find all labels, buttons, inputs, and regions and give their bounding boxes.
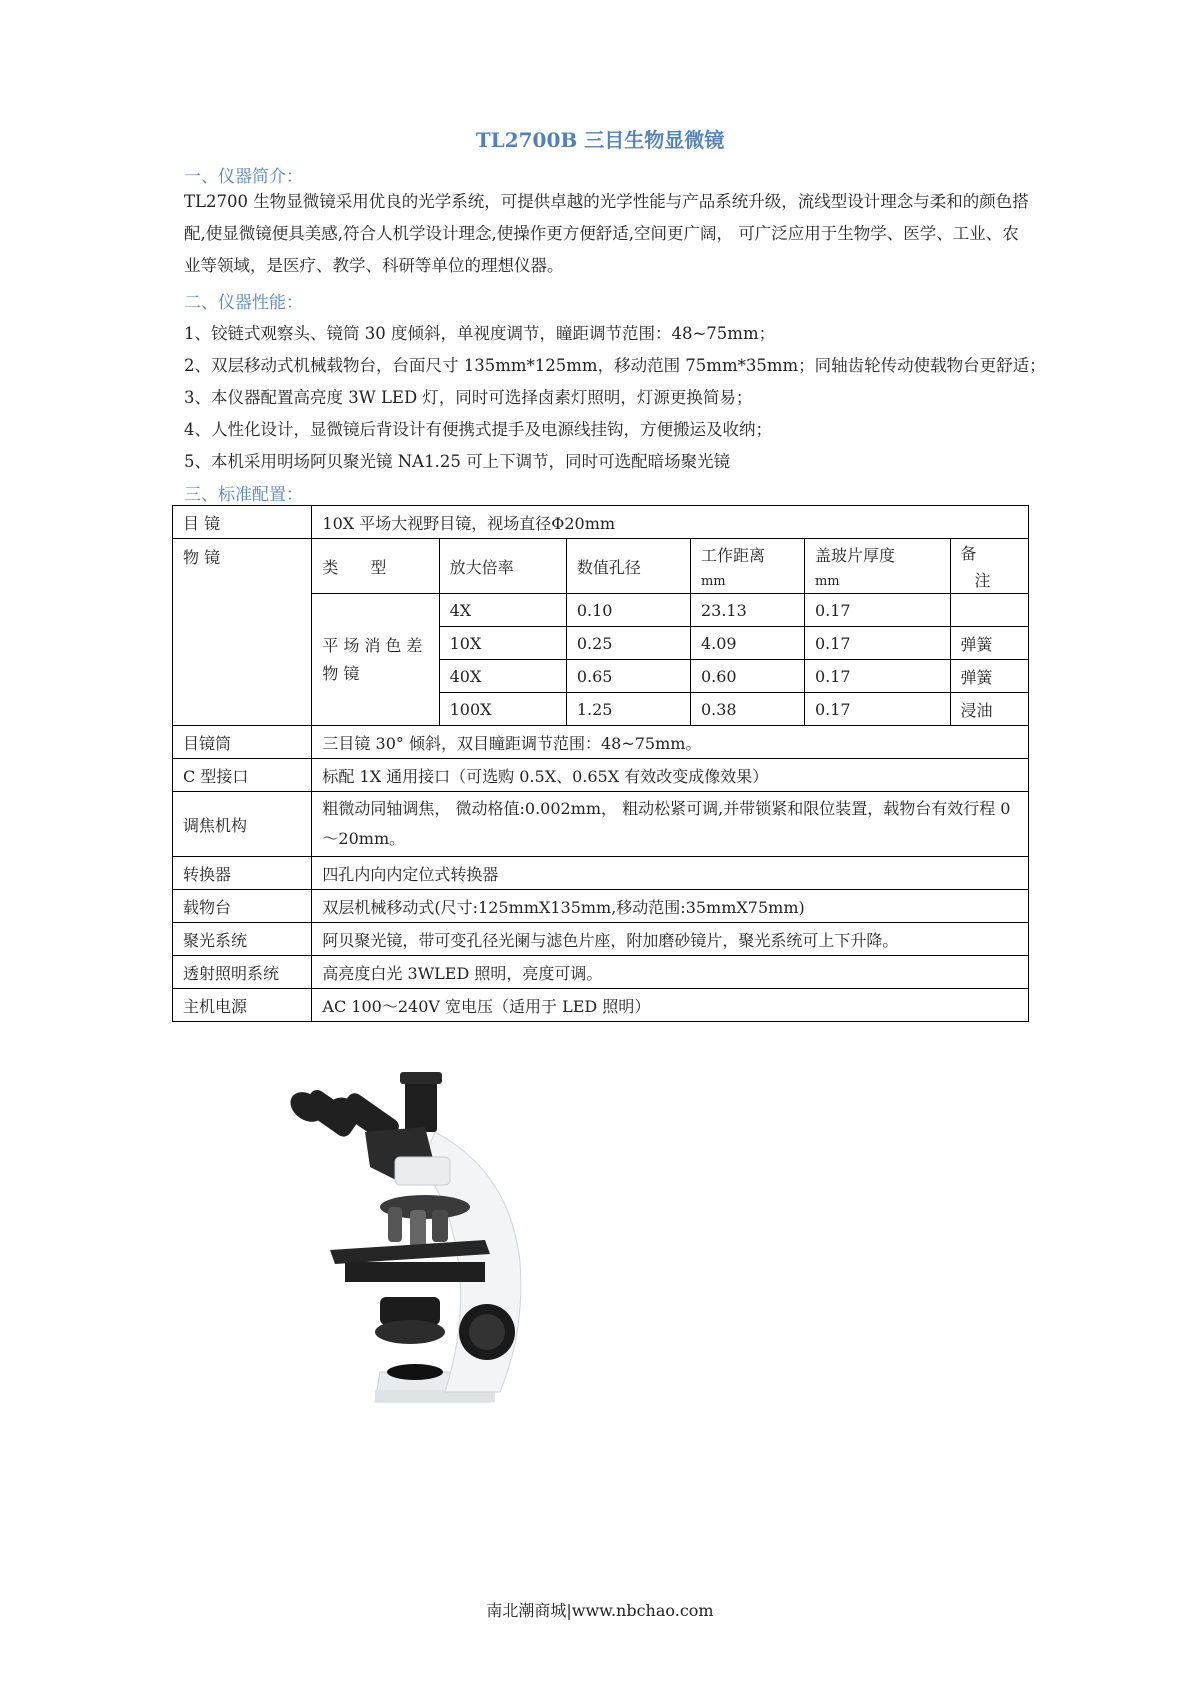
performance-item: 1、铰链式观察头、镜筒 30 度倾斜，单视度调节，瞳距调节范围：48~75mm； — [184, 324, 776, 343]
row-label: 调焦机构 — [173, 792, 312, 857]
row-label: C 型接口 — [173, 759, 312, 792]
performance-item: 3、本仪器配置高亮度 3W LED 灯，同时可选择卤素灯照明，灯源更换简易； — [184, 388, 753, 407]
obj-mag: 40X — [439, 660, 566, 693]
table-row — [173, 506, 1029, 539]
row-value: AC 100～240V 宽电压（适用于 LED 照明） — [312, 989, 1029, 1022]
obj-note: 弹簧 — [950, 660, 1029, 693]
obj-wd: 0.38 — [690, 693, 804, 726]
row-value: 阿贝聚光镜，带可变孔径光阑与滤色片座，附加磨砂镜片，聚光系统可上下升降。 — [312, 923, 1029, 956]
obj-wd: 23.13 — [690, 594, 804, 627]
obj-na: 0.25 — [566, 627, 690, 660]
obj-na: 1.25 — [566, 693, 690, 726]
row-label: 主机电源 — [173, 989, 312, 1022]
obj-type: 平场消色差物镜 — [312, 594, 439, 726]
footer-text: 南北潮商城|www.nbchao.com — [486, 1601, 714, 1620]
obj-header-na: 数值孔径 — [566, 539, 690, 594]
row-label: 目镜筒 — [173, 726, 312, 759]
table-row — [173, 956, 1029, 989]
row-label: 透射照明系统 — [173, 956, 312, 989]
config-heading: 三、标准配置： — [184, 485, 303, 505]
performance-item: 2、双层移动式机械载物台，台面尺寸 135mm*125mm，移动范围 75mm*35mm；同轴齿轮传动使载物台更舒适； — [184, 356, 1046, 375]
performance-item: 4、人性化设计，显微镜后背设计有便携式提手及电源线挂钩，方便搬运及收纳； — [184, 420, 772, 439]
table-row — [173, 923, 1029, 956]
table-row — [173, 792, 1029, 857]
obj-cover: 0.17 — [804, 627, 950, 660]
obj-mag: 10X — [439, 627, 566, 660]
obj-header-wd: 工作距离 mm — [690, 539, 804, 594]
obj-wd: 4.09 — [690, 627, 804, 660]
obj-header-cover: 盖玻片厚度 mm — [804, 539, 950, 594]
table-row — [173, 539, 1029, 594]
row-value: 标配 1X 通用接口（可选购 0.5X、0.65X 有效改变成像效果） — [312, 759, 1029, 792]
obj-note: 浸油 — [950, 693, 1029, 726]
obj-cover: 0.17 — [804, 693, 950, 726]
obj-cover: 0.17 — [804, 660, 950, 693]
row-value: 10X 平场大视野目镜，视场直径Φ20mm — [312, 506, 1029, 539]
row-label: 目 镜 — [173, 506, 312, 539]
table-row — [173, 726, 1029, 759]
performance-heading: 二、仪器性能： — [184, 293, 303, 313]
obj-header-note: 备 注 — [950, 539, 1029, 594]
obj-note: 弹簧 — [950, 627, 1029, 660]
row-label: 转换器 — [173, 857, 312, 890]
row-label: 物 镜 — [173, 539, 312, 726]
obj-wd: 0.60 — [690, 660, 804, 693]
obj-mag: 100X — [439, 693, 566, 726]
row-value: 双层机械移动式(尺寸:125mmX135mm,移动范围:35mmX75mm) — [312, 890, 1029, 923]
table-row — [173, 989, 1029, 1022]
intro-text: TL2700 生物显微镜采用优良的光学系统，可提供卓越的光学性能与产品系统升级，流线型设计理念与柔和的颜色搭配,使显微镜便具美感,符合人机学设计理念,使操作更方便舒适,空间更广阔， 可广泛应用于生物学、医学、工业、农业等领域，是医疗、教学、科研等单位的理想仪器。 — [184, 192, 1029, 275]
table-row — [173, 857, 1029, 890]
obj-header-type: 类 型 — [312, 539, 439, 594]
obj-cover: 0.17 — [804, 594, 950, 627]
performance-item: 5、本机采用明场阿贝聚光镜 NA1.25 可上下调节，同时可选配暗场聚光镜 — [184, 452, 731, 471]
spec-table — [172, 505, 1029, 1022]
row-value: 高亮度白光 3WLED 照明，亮度可调。 — [312, 956, 1029, 989]
table-row — [173, 890, 1029, 923]
obj-na: 0.65 — [566, 660, 690, 693]
intro-heading: 一、仪器简介： — [184, 167, 303, 187]
document-title: TL2700B 三目生物显微镜 — [475, 128, 725, 152]
obj-note — [950, 594, 1029, 627]
row-value: 三目镜 30° 倾斜，双目瞳距调节范围：48~75mm。 — [312, 726, 1029, 759]
row-label: 聚光系统 — [173, 923, 312, 956]
table-row — [173, 759, 1029, 792]
row-label: 载物台 — [173, 890, 312, 923]
obj-na: 0.10 — [566, 594, 690, 627]
row-value: 四孔内向内定位式转换器 — [312, 857, 1029, 890]
obj-mag: 4X — [439, 594, 566, 627]
obj-header-mag: 放大倍率 — [439, 539, 566, 594]
row-value: 粗微动同轴调焦， 微动格值:0.002mm， 粗动松紧可调,并带锁紧和限位装置，载物台有效行程 0～20mm。 — [312, 792, 1029, 857]
microscope-photo — [285, 1072, 585, 1412]
